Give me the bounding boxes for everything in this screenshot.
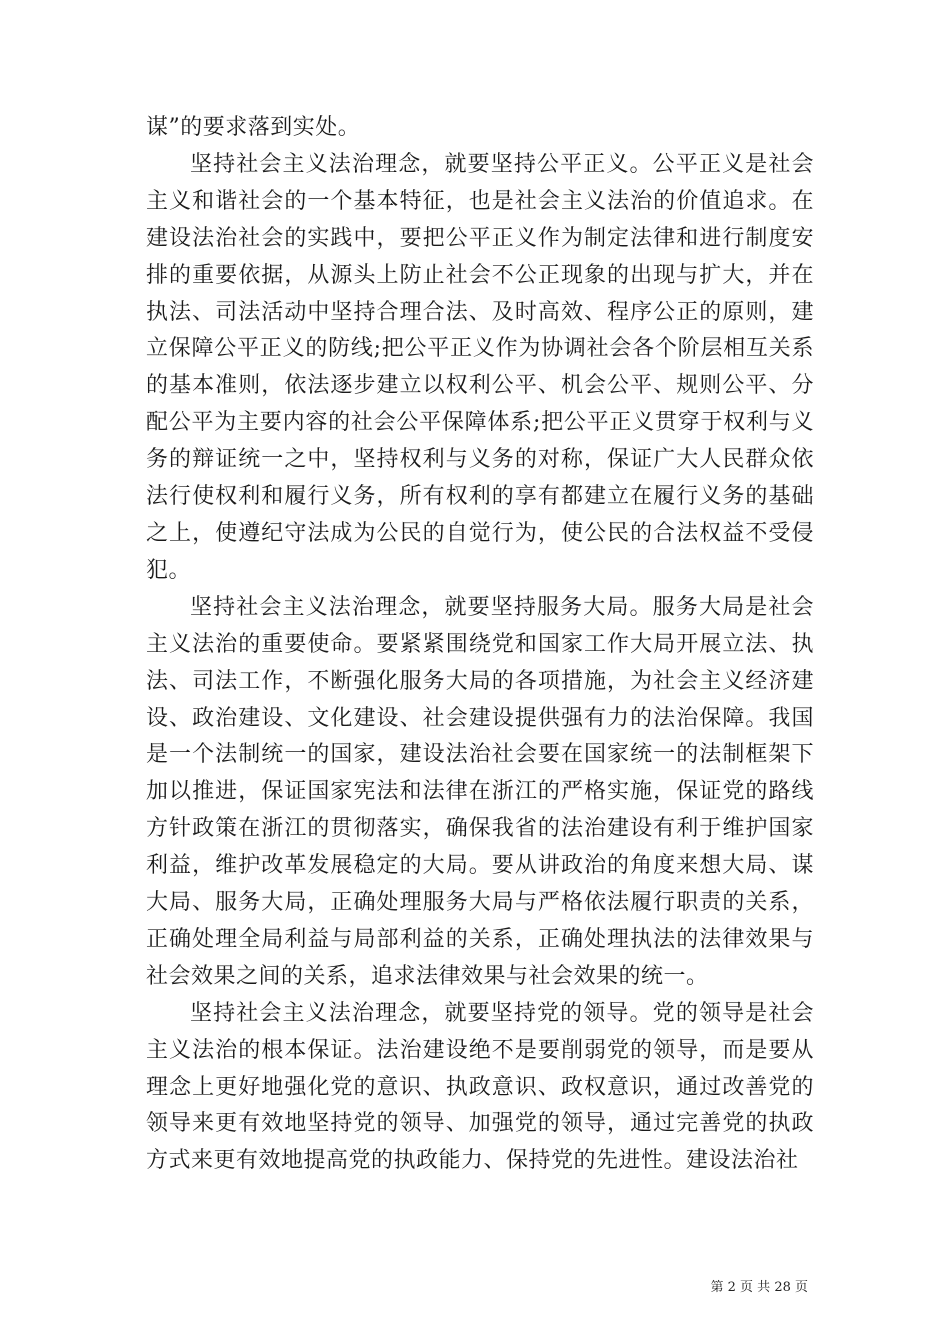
document-body xyxy=(146,110,814,1180)
paragraph-1: 谋”的要求落到实处。 xyxy=(146,115,361,140)
paragraph-4: 坚持社会主义法治理念，就要坚持党的领导。党的领导是社会主义法治的根本保证。法治建设绝不是要削弱党的领导，而是要从理念上更好地强化党的意识、执政意识、政权意识，通过改善党的领导来更有效地坚持党的领导、加强党的领导，通过完善党的执政方式来更有效地提高党的执政能力、保持党的先进性。建设法治社 xyxy=(146,1000,814,1174)
paragraph-2: 坚持社会主义法治理念，就要坚持公平正义。公平正义是社会主义和谐社会的一个基本特征，也是社会主义法治的价值追求。在建设法治社会的实践中，要把公平正义作为制定法律和进行制度安排的重要依据，从源头上防止社会不公正现象的出现与扩大，并在执法、司法活动中坚持合理合法、及时高效、程序公正的原则，建立保障公平正义的防线;把公平正义作为协调社会各个阶层相互关系的基本准则，依法逐步建立以权利公平、机会公平、规则公平、分配公平为主要内容的社会公平保障体系;把公平正义贯穿于权利与义务的辩证统一之中，坚持权利与义务的对称，保证广大人民群众依法行使权利和履行义务，所有权利的享有都建立在履行义务的基础之上，使遵纪守法成为公民的自觉行为，使公民的合法权益不受侵犯。 xyxy=(146,151,814,583)
paragraph-3: 坚持社会主义法治理念，就要坚持服务大局。服务大局是社会主义法治的重要使命。要紧紧围绕党和国家工作大局开展立法、执法、司法工作，不断强化服务大局的各项措施，为社会主义经济建设、政治建设、文化建设、社会建设提供强有力的法治保障。我国是一个法制统一的国家，建设法治社会要在国家统一的法制框架下加以推进，保证国家宪法和法律在浙江的严格实施，保证党的路线方针政策在浙江的贯彻落实，确保我省的法治建设有利于维护国家利益，维护改革发展稳定的大局。要从讲政治的角度来想大局、谋大局、服务大局，正确处理服务大局与严格依法履行职责的关系，正确处理全局利益与局部利益的关系，正确处理执法的法律效果与社会效果之间的关系，追求法律效果与社会效果的统一。 xyxy=(146,594,814,989)
page-number-footer: 第 2 页 共 28 页 xyxy=(710,1280,808,1295)
